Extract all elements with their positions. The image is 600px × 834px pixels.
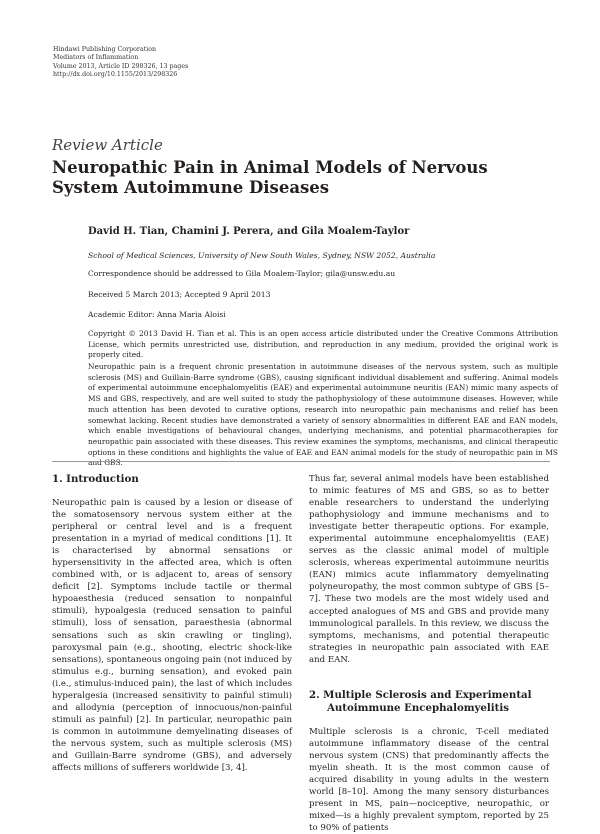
correspondence: Correspondence should be addressed to Gila Moalem-Taylor; gila@unsw.edu.au bbox=[88, 269, 396, 278]
doi-link[interactable]: http://dx.doi.org/10.1155/2013/298326 bbox=[53, 71, 178, 79]
article-type: Review Article bbox=[52, 136, 163, 154]
paragraph: Multiple sclerosis is a chronic, T-cell mediated autoimmune inflammatory disease of the central nervous system (CNS) that predominantly affects the myelin sheath. It is the most common cause of acquired disability in young adults in the western world [8–10]. Among the many sensory disturbances present in MS, pain—nociceptive, neuropathic, or mixed—is a highly prevalent symptom, reported by 25 to 90% of patients bbox=[309, 726, 549, 834]
received-accepted-dates: Received 5 March 2013; Accepted 9 April 2013 bbox=[88, 290, 271, 299]
paragraph-continued: Thus far, several animal models have been established to mimic features of MS and GBS, so as to better enable researchers to understand the underlying pathophysiology and immune mechanisms and to investigate better therapeutic options. For example, experimental autoimmune encephalomyelitis (EAE) serves as the classic animal model of multiple sclerosis, whereas experimental autoimmune neuritis (EAN) mimics acute inflammatory demyelinating polyneuropathy, the most common subtype of GBS [5–7]. These two models are the most widely used and accepted analogues of MS and GBS and provide many immunological parallels. In this review, we discuss the symptoms, mechanisms, and potential therapeutic strategies in neuropathic pain associated with EAE and EAN. bbox=[309, 474, 549, 665]
author-list: David H. Tian, Chamini J. Perera, and Gila Moalem-Taylor bbox=[88, 226, 410, 237]
copyright-notice: Copyright © 2013 David H. Tian et al. This is an open access article distributed under the Creative Commons Attribution License, which permits unrestricted use, distribution, and reproduction in any medium, provided the original work is properly cited. bbox=[88, 329, 558, 359]
section-heading-ms-eae bbox=[309, 689, 549, 715]
academic-editor: Academic Editor: Anna Maria Aloisi bbox=[88, 310, 226, 319]
volume-info: Volume 2013, Article ID 298326, 13 pages bbox=[53, 62, 189, 70]
left-column bbox=[52, 473, 292, 774]
section-heading-line: Autoimmune Encephalomyelitis bbox=[327, 701, 509, 714]
affiliation: School of Medical Sciences, University of New South Wales, Sydney, NSW 2052, Australia bbox=[88, 251, 436, 260]
right-column bbox=[309, 473, 549, 834]
paragraph: Neuropathic pain is caused by a lesion or disease of the somatosensory nervous system either at the peripheral or central level and is a frequent presentation in a myriad of medical conditions [1]. It is characterised by abnormal sensations or hypersensitivity in the affected area, which is often combined with, or is adjacent to, areas of sensory deficit [2]. Symptoms include tactile or thermal hypoaesthesia (reduced sensation to nonpainful stimuli), hypoalgesia (reduced sensation to painful stimuli), loss of sensation, paraesthesia (abnormal sensations such as skin crawling or tingling), paroxysmal pain (e.g., shooting, electric shock-like sensations), spontaneous ongoing pain (not induced by stimulus e.g., burning sensation), and evoked pain (i.e., stimulus-induced pain), the last of which includes hyperalgesia (increased sensitivity to painful stimuli) and allodynia (perception of innocuous/non-painful stimuli as painful) [2]. In particular, neuropathic pain is common in autoimmune demyelinating diseases of the nervous system, such as multiple sclerosis (MS) and Guillain-Barre syndrome (GBS), and adversely affects millions of sufferers worldwide [3, 4]. bbox=[52, 498, 292, 774]
divider bbox=[52, 461, 550, 462]
section-heading-line: 2. Multiple Sclerosis and Experimental bbox=[309, 688, 532, 701]
journal-header bbox=[53, 46, 188, 80]
abstract: Neuropathic pain is a frequent chronic presentation in autoimmune diseases of the nervous system, such as multiple sclerosis (MS) and Guillain-Barre syndrome (GBS), causing significant individual disablement and suffering. Animal models of experimental autoimmune encephalomyelitis (EAE) and experimental autoimmune neuritis (EAN) mimic many aspects of MS and GBS, respectively, and are well suited to study the pathophysiology of these autoimmune diseases. However, while much attention has been devoted to curative options, research into neuropathic pain mechanisms and relief has been somewhat lacking. Recent studies have demonstrated a variety of sensory abnormalities in different EAE and EAN models, which enable investigations of behavioural changes, underlying mechanisms, and potential pharmacotherapies for neuropathic pain associated with these diseases. This review examines the symptoms, mechanisms, and clinical therapeutic options in these conditions and highlights the value of EAE and EAN animal models for the study of neuropathic pain in MS and GBS. bbox=[88, 362, 558, 468]
journal-name: Mediators of Inflammation bbox=[53, 54, 139, 62]
section-heading-introduction: 1. Introduction bbox=[52, 473, 139, 485]
article-title: Neuropathic Pain in Animal Models of Nervous System Autoimmune Diseases bbox=[52, 158, 488, 197]
publisher-name: Hindawi Publishing Corporation bbox=[53, 46, 157, 53]
